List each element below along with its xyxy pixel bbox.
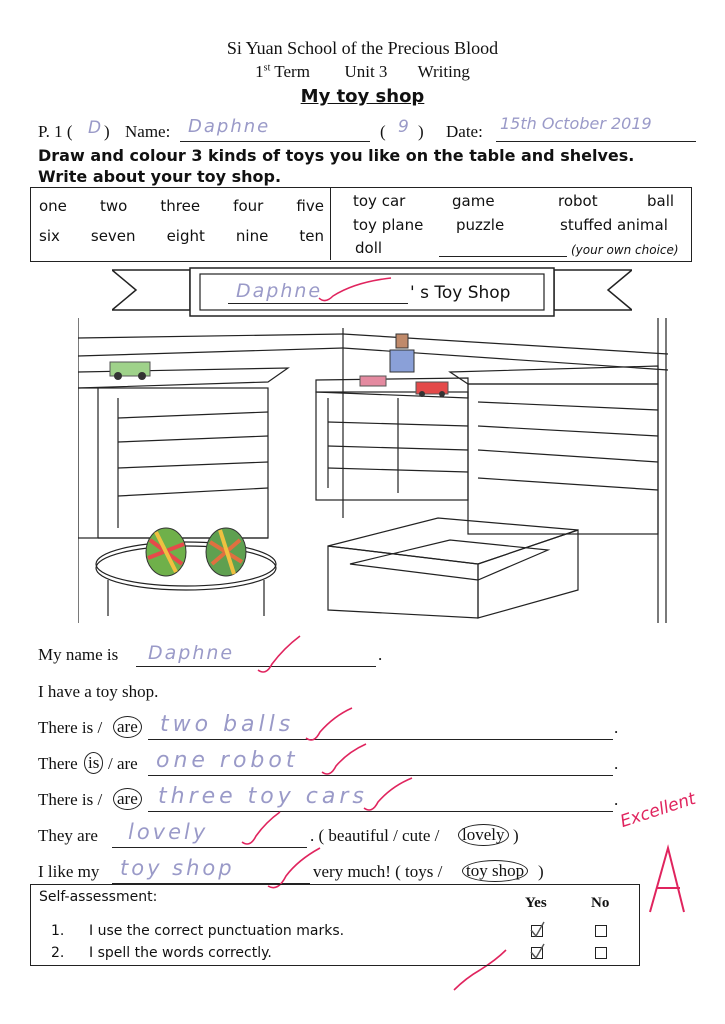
teacher-comment: Excellent bbox=[617, 788, 699, 832]
name-value: Daphne bbox=[188, 116, 271, 137]
answer-text: two balls bbox=[160, 712, 295, 737]
sentence-end: . bbox=[614, 790, 619, 809]
sentence-option: / are bbox=[108, 754, 138, 773]
option-list: . ( beautiful / cute / bbox=[310, 826, 440, 845]
date-value: 15th October 2019 bbox=[500, 114, 652, 133]
tick-mark bbox=[315, 276, 395, 306]
banner-suffix: ' s Toy Shop bbox=[410, 283, 511, 303]
sentence-prefix: They are bbox=[38, 826, 98, 845]
circled-option: are bbox=[113, 788, 142, 810]
number-word: eight bbox=[166, 227, 205, 245]
check-marks bbox=[528, 918, 548, 972]
sentence-2: I have a toy shop. bbox=[38, 682, 159, 701]
school-name: Si Yuan School of the Precious Blood bbox=[226, 38, 499, 58]
number-word: ten bbox=[299, 227, 324, 245]
number-word: one bbox=[39, 197, 67, 215]
no-header: No bbox=[591, 895, 610, 911]
item-text: I spell the words correctly. bbox=[89, 945, 272, 961]
toy-word: game bbox=[452, 192, 495, 210]
circled-option: is bbox=[84, 752, 103, 774]
circled-option: are bbox=[113, 716, 142, 738]
section-label: Writing bbox=[417, 62, 470, 81]
number-word: two bbox=[100, 197, 128, 215]
sentence-end: . bbox=[614, 718, 619, 737]
number-word: five bbox=[296, 197, 324, 215]
answer-text: three toy cars bbox=[158, 784, 368, 809]
number-word: seven bbox=[90, 227, 136, 245]
num-value: 9 bbox=[398, 117, 411, 137]
answer-text: one robot bbox=[156, 748, 299, 773]
unit-label: Unit 3 bbox=[344, 62, 388, 81]
sentence-prefix: There is / bbox=[38, 790, 103, 809]
answer-text: toy shop bbox=[120, 856, 235, 880]
term-word: Term bbox=[274, 62, 310, 81]
shop-illustration bbox=[78, 318, 668, 623]
class-value: D bbox=[88, 118, 104, 138]
word-bank bbox=[30, 187, 692, 262]
yes-header: Yes bbox=[525, 895, 547, 911]
own-choice-label: (your own choice) bbox=[571, 243, 679, 257]
own-choice-line bbox=[439, 256, 567, 257]
circled-option: lovely bbox=[458, 824, 509, 846]
class-label: P. 1 ( bbox=[38, 122, 73, 141]
info-line bbox=[38, 114, 698, 146]
name-label: Name: bbox=[125, 122, 171, 141]
no-checkbox-1[interactable] bbox=[595, 925, 607, 937]
num-open: ( bbox=[380, 122, 386, 141]
term-line bbox=[0, 62, 725, 82]
toy-word: robot bbox=[558, 192, 598, 210]
sentence-prefix: There is / bbox=[38, 718, 103, 737]
circled-option: toy shop bbox=[462, 860, 528, 882]
option-list-end: ) bbox=[513, 826, 519, 845]
toy-word: ball bbox=[647, 192, 675, 210]
self-assessment-title: Self-assessment: bbox=[39, 889, 158, 905]
item-number: 1. bbox=[51, 923, 65, 939]
term-number: 1 bbox=[255, 62, 264, 81]
option-list: very much! ( toys / bbox=[313, 862, 443, 881]
toy-word: toy plane bbox=[353, 216, 424, 234]
answer-text: lovely bbox=[128, 820, 209, 844]
toy-word: stuffed animal bbox=[560, 216, 668, 234]
worksheet-title: My toy shop bbox=[300, 86, 425, 107]
teacher-grade bbox=[660, 870, 661, 871]
term-suffix: st bbox=[263, 62, 271, 74]
item-number: 2. bbox=[51, 945, 65, 961]
number-word: three bbox=[160, 197, 201, 215]
sentence-prefix: There bbox=[38, 754, 78, 773]
balls-drawing bbox=[146, 528, 246, 576]
toy-word: toy car bbox=[353, 192, 406, 210]
self-assessment-box bbox=[30, 884, 640, 966]
toy-word: puzzle bbox=[456, 216, 505, 234]
sentence-1 bbox=[38, 645, 118, 665]
number-word: nine bbox=[235, 227, 269, 245]
no-checkbox-2[interactable] bbox=[595, 947, 607, 959]
robot-drawing bbox=[390, 334, 414, 372]
toy-word: doll bbox=[355, 239, 383, 257]
instruction-line-2: Write about your toy shop. bbox=[38, 167, 282, 186]
item-text: I use the correct punctuation marks. bbox=[89, 923, 345, 939]
option-list-end: ) bbox=[538, 862, 544, 881]
answer-name: Daphne bbox=[148, 642, 235, 664]
number-word: four bbox=[233, 197, 264, 215]
class-close: ) bbox=[104, 122, 110, 141]
num-close: ) bbox=[418, 122, 424, 141]
sentence-end: . bbox=[614, 754, 619, 773]
instruction-line-1: Draw and colour 3 kinds of toys you like on the table and shelves. bbox=[38, 146, 635, 165]
date-label: Date: bbox=[446, 122, 483, 141]
number-word: six bbox=[39, 227, 60, 245]
banner-name: Daphne bbox=[236, 280, 323, 302]
sentence-end: . bbox=[378, 645, 383, 664]
sentence-prefix: My name is bbox=[38, 645, 119, 664]
sentence-prefix: I like my bbox=[38, 862, 100, 881]
toy-car-drawing bbox=[110, 362, 150, 380]
